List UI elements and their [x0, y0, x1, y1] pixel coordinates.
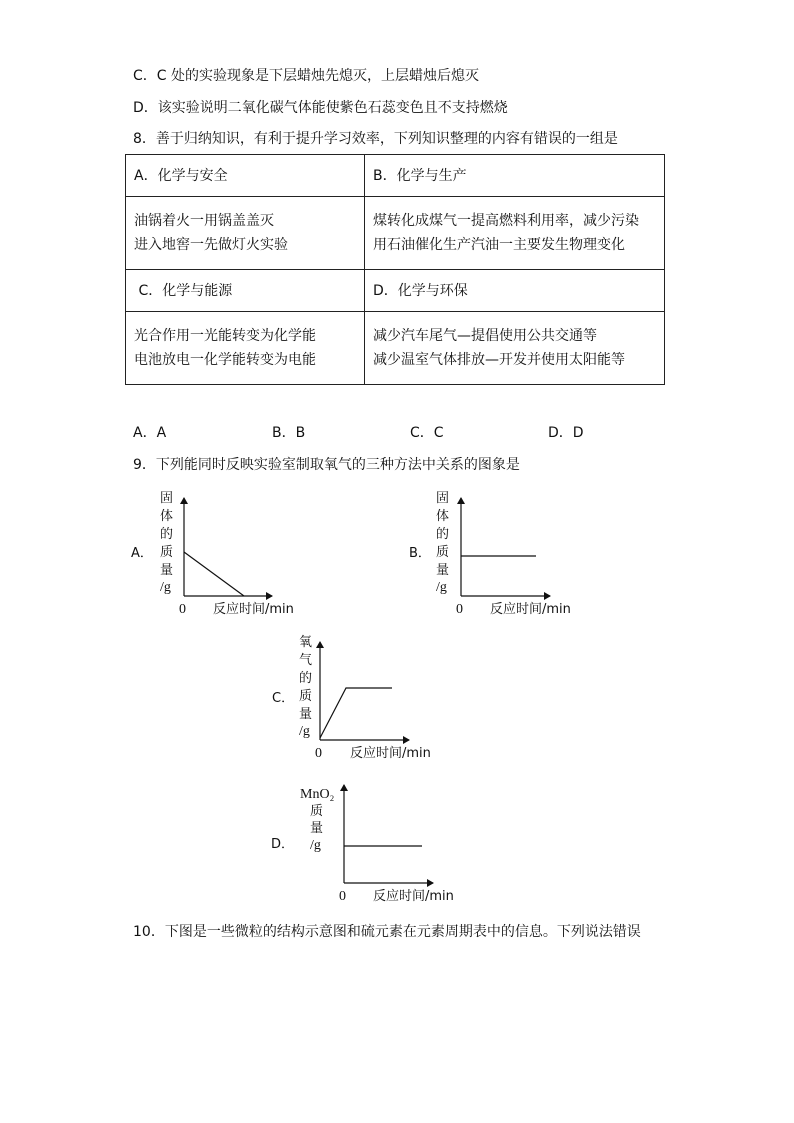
graph-a-ylabel-2: 体: [160, 509, 174, 524]
cell-a-line-1: 油锅着火一用锅盖盖灭: [134, 213, 274, 229]
choice-d: D．D: [548, 425, 584, 441]
graph-c: [272, 635, 431, 761]
graph-a-ylabel-3: 的: [160, 527, 174, 542]
cell-c-line-2: 电池放电一化学能转变为电能: [134, 352, 316, 368]
cell-d-line-2: 减少温室气体排放—开发并使用太阳能等: [373, 352, 625, 368]
graph-d-unit: /g: [310, 838, 321, 853]
graph-c-ylabel-1: 氧: [299, 635, 313, 650]
graph-d-ylabel-2: 量: [310, 821, 324, 836]
cell-b-line-1: 煤转化成煤气一提高燃料利用率，减少污染: [373, 213, 639, 229]
graph-b-ylabel-2: 体: [436, 509, 450, 524]
graph-d-formula: MnO₂: [300, 787, 335, 802]
graph-b-ylabel-5: 量: [436, 563, 450, 578]
option-d-text: D．该实验说明二氧化碳气体能使紫色石蕊变色且不支持燃烧: [133, 100, 508, 116]
cell-c-line-1: 光合作用一光能转变为化学能: [134, 328, 316, 344]
question-9-stem: 9．下列能同时反映实验室制取氧气的三种方法中关系的图象是: [133, 457, 520, 473]
graph-a-label: A．: [131, 546, 153, 561]
graph-c-label: C．: [272, 691, 295, 706]
graph-a-origin: 0: [179, 602, 186, 617]
option-c-text: C．C 处的实验现象是下层蜡烛先熄灭，上层蜡烛后熄灭: [133, 68, 479, 84]
graph-b-unit: /g: [436, 580, 447, 595]
graph-a: [131, 491, 294, 617]
graph-b-ylabel-1: 固: [436, 491, 450, 506]
graph-a-ylabel-5: 量: [160, 563, 174, 578]
graph-b-origin: 0: [456, 602, 463, 617]
graph-b: [409, 491, 571, 617]
graph-a-ylabel-4: 质: [160, 545, 174, 560]
graph-b-ylabel-3: 的: [436, 527, 450, 542]
graph-c-ylabel-4: 质: [299, 689, 313, 704]
graph-c-curve: [320, 688, 392, 738]
graph-b-label: B．: [409, 546, 431, 561]
question-8-stem: 8．善于归纳知识，有利于提升学习效率，下列知识整理的内容有错误的一组是: [133, 131, 618, 147]
cell-a-line-2: 进入地窖一先做灯火实验: [134, 237, 288, 253]
graph-d-label: D．: [271, 837, 295, 852]
question-10-stem: 10．下图是一些微粒的结构示意图和硫元素在元素周期表中的信息。下列说法错误: [133, 924, 641, 940]
cell-d-line-1: 减少汽车尾气—提倡使用公共交通等: [373, 328, 597, 344]
graph-a-ylabel-1: 固: [160, 491, 174, 506]
graph-a-unit: /g: [160, 580, 171, 595]
choice-a: A．A: [133, 425, 167, 441]
cell-d-header: D．化学与环保: [365, 270, 665, 312]
graph-a-xlabel: 反应时间/min: [213, 602, 294, 617]
graph-c-ylabel-5: 量: [299, 707, 313, 722]
graph-c-unit: /g: [299, 724, 310, 739]
cell-b-header: B．化学与生产: [365, 155, 665, 197]
graph-c-ylabel-3: 的: [299, 671, 313, 686]
graph-b-xlabel: 反应时间/min: [490, 602, 571, 617]
graph-c-xlabel: 反应时间/min: [350, 746, 431, 761]
graph-b-ylabel-4: 质: [436, 545, 450, 560]
graph-d-ylabel-1: 质: [310, 804, 324, 819]
choice-c: C．C: [410, 425, 444, 441]
graph-c-ylabel-2: 气: [299, 653, 313, 668]
graph-d-origin: 0: [339, 889, 346, 904]
graph-d: [271, 785, 454, 904]
graph-d-xlabel: 反应时间/min: [373, 889, 454, 904]
cell-c-header: C．化学与能源: [126, 270, 365, 312]
graph-a-curve: [184, 552, 244, 596]
cell-a-header: A．化学与安全: [126, 155, 365, 197]
graph-c-origin: 0: [315, 746, 322, 761]
cell-b-line-2: 用石油催化生产汽油一主要发生物理变化: [373, 237, 625, 253]
choice-b: B．B: [272, 425, 306, 441]
